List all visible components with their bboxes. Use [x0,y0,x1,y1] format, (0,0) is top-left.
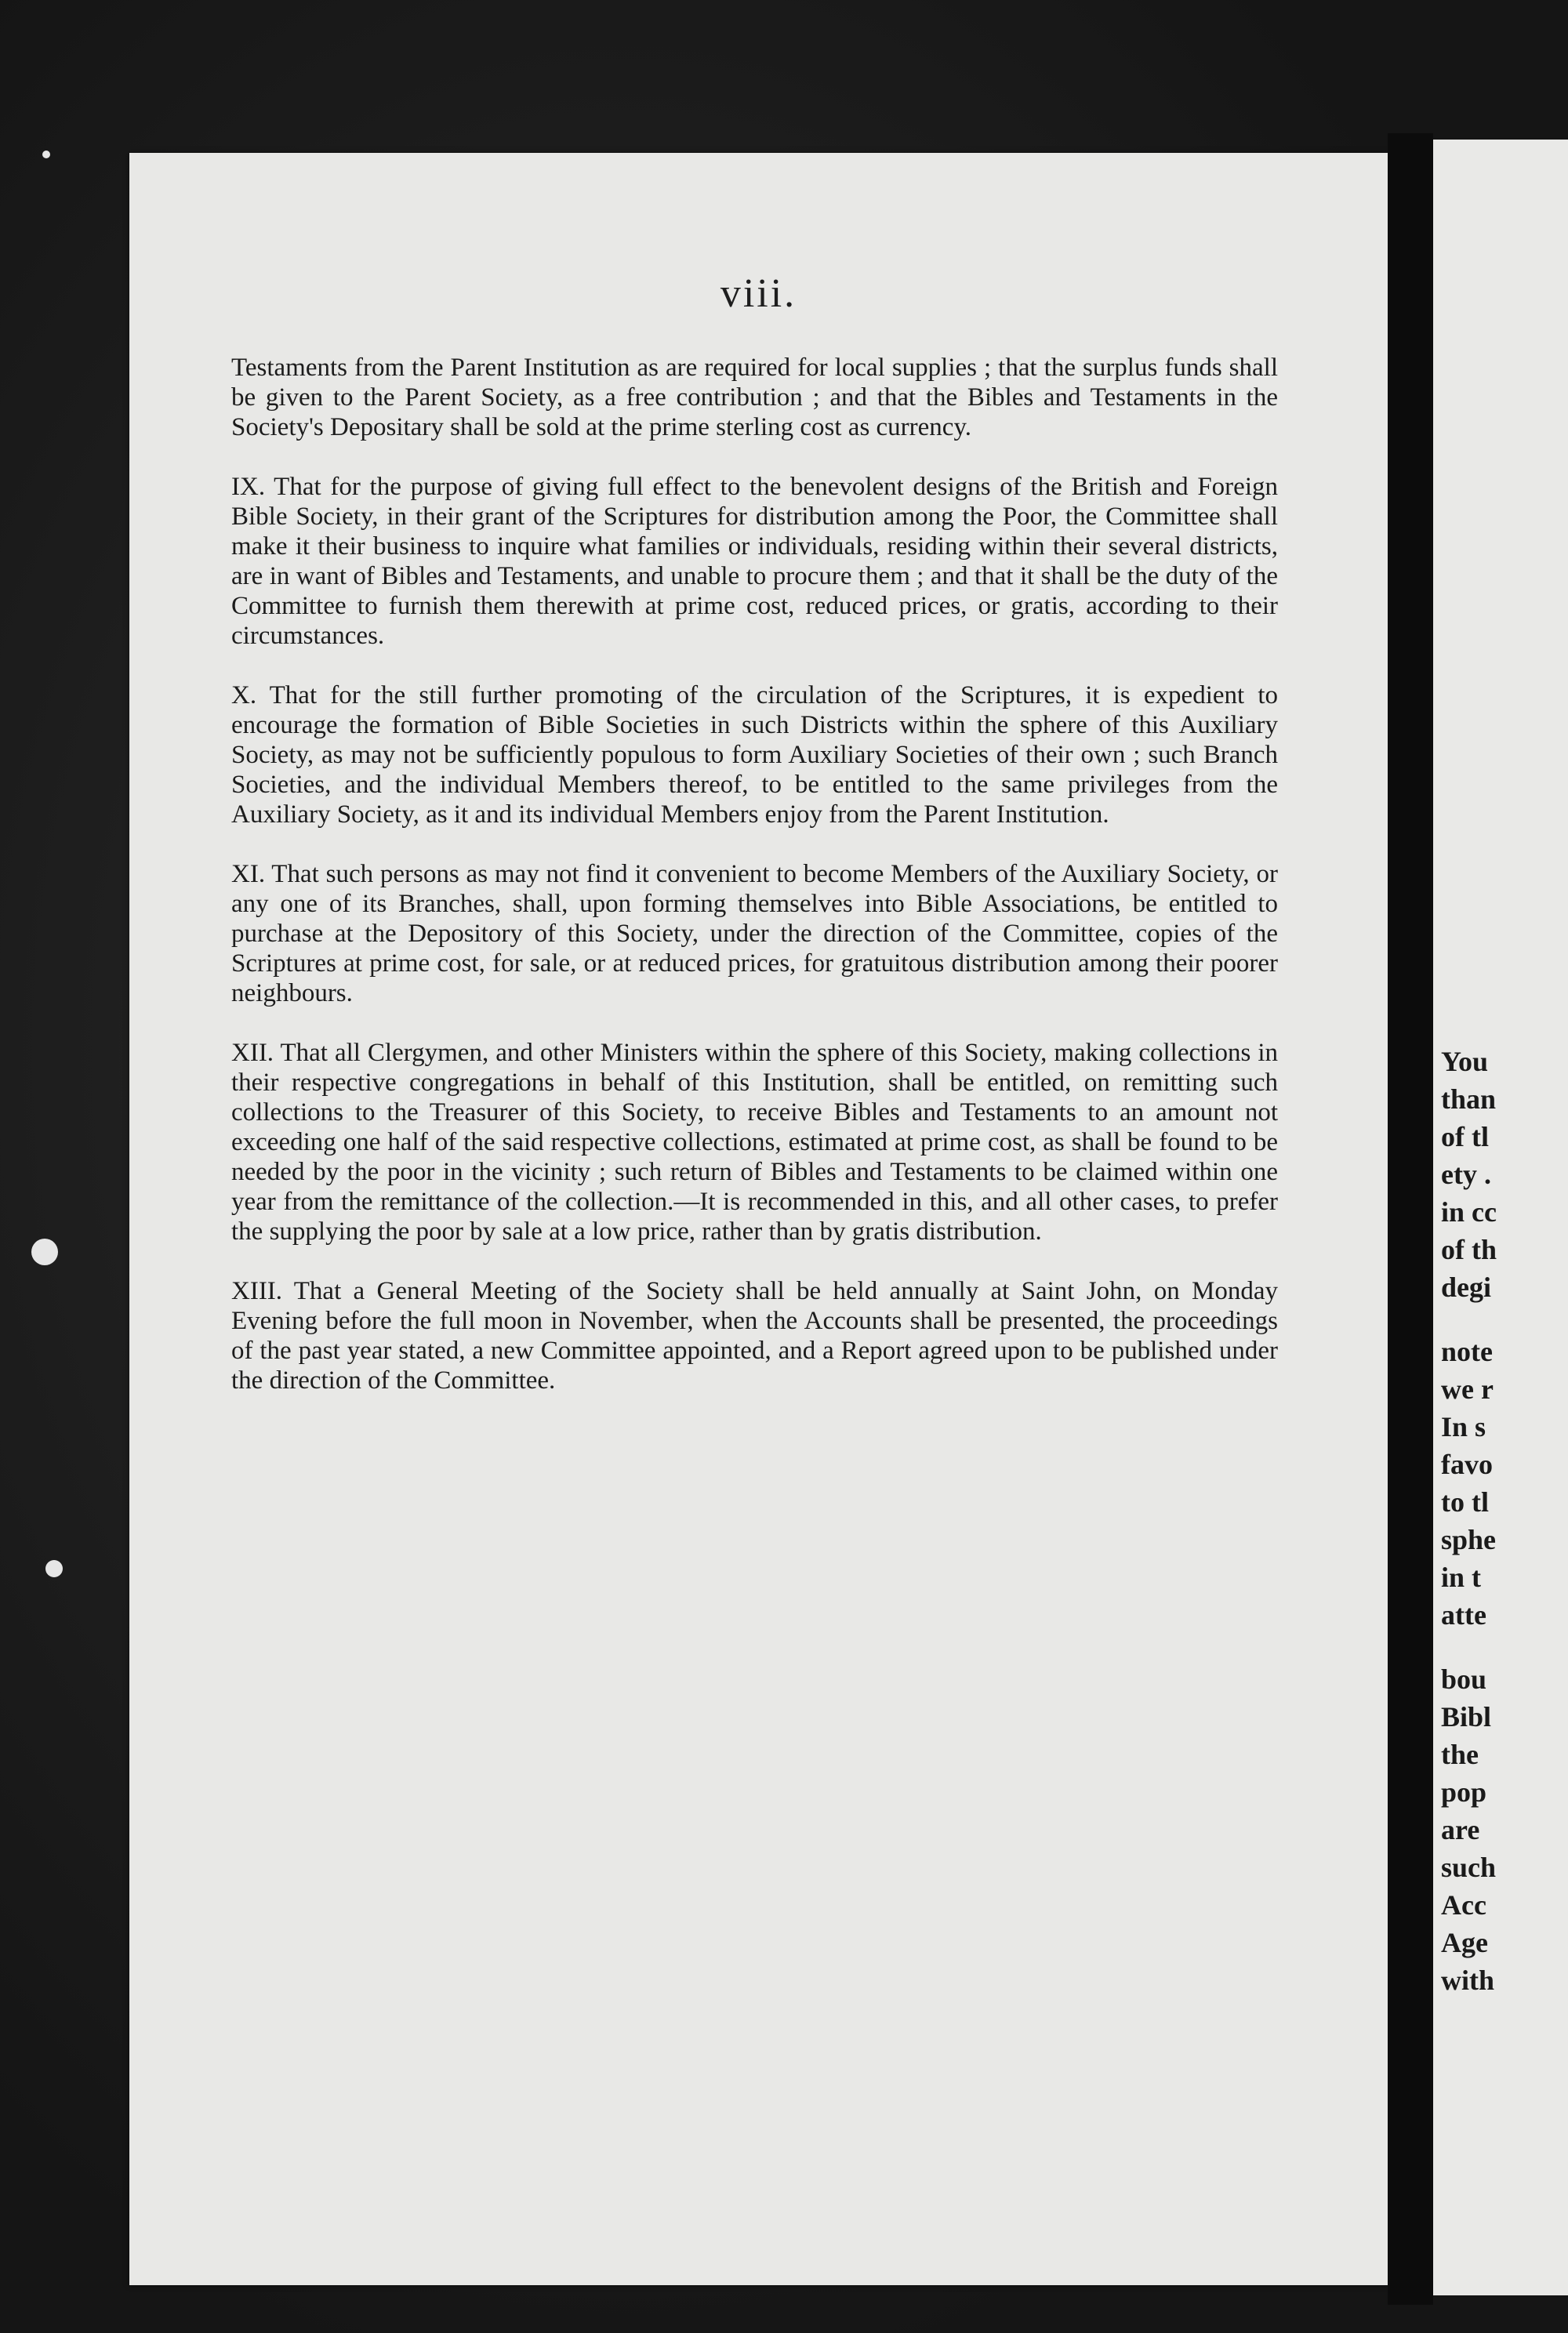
facing-line: we r [1441,1373,1494,1405]
scan-speck [45,1560,63,1577]
facing-line: Acc [1441,1889,1486,1921]
facing-line: sphe [1441,1524,1497,1555]
facing-line: with [1441,1965,1495,1996]
facing-line: atte [1441,1599,1486,1631]
facing-line: of th [1441,1234,1497,1265]
facing-line: in t [1441,1562,1482,1593]
paragraph-article-xi: XI. That such persons as may not find it convenient to become Members of the Auxiliary Society, or any one of its Branches, shall, upon forming themselves into Bible Associations, be entitled to purchase at the Depository of this Society, under the direction of the Committee, copies of the Scriptures at prime cost, for sale, or at reduced prices, for gratuitous distribution among their poorer neighbours. [231,860,1278,1007]
facing-line: Bibl [1441,1701,1492,1733]
body-text [231,353,1278,1425]
facing-line: than [1441,1083,1497,1115]
facing-line: Age [1441,1927,1488,1958]
facing-line: pop [1441,1776,1487,1808]
facing-page-text [1441,1043,1568,1999]
facing-line: to tl [1441,1486,1489,1518]
facing-line: In s [1441,1411,1486,1442]
facing-line: bou [1441,1664,1487,1695]
facing-line: the [1441,1739,1479,1770]
facing-line: in cc [1441,1196,1497,1228]
facing-line: note [1441,1336,1493,1367]
book-gutter [1388,133,1433,2305]
facing-line: such [1441,1852,1497,1883]
paragraph-article-xii: XII. That all Clergymen, and other Ministers within the sphere of this Society, making collections in their respective congregations in behalf of this Institution, shall be entitled, on remitting such collections to the Treasurer of this Society, to receive Bibles and Testaments to an amount not exceeding one half of the said respective collections, estimated at prime cost, as shall be found to be needed by the poor in the vicinity ; such return of Bibles and Testaments to be claimed within one year from the remittance of the collection.—It is recommended in this, and all other cases, to prefer the supplying the poor by sale at a low price, rather than by gratis distribution. [231,1039,1278,1246]
paragraph-article-ix: IX. That for the purpose of giving full effect to the benevolent designs of the British and Foreign Bible Society, in their grant of the Scriptures for distribution among the Poor, the Committee shall make it their business to inquire what families or individuals, residing within their several districts, are in want of Bibles and Testaments, and unable to procure them ; and that it shall be the duty of the Committee to furnish them therewith at prime cost, reduced prices, or gratis, according to their circumstances. [231,473,1278,650]
facing-line: of tl [1441,1121,1489,1152]
scan-speck [31,1239,58,1265]
paragraph-article-xiii: XIII. That a General Meeting of the Society shall be held annually at Saint John, on Monday Evening before the full moon in November, when the Accounts shall be presented, the proceedings of the past year stated, a new Committee appointed, and a Report agreed upon to be published under the direction of the Committee. [231,1277,1278,1395]
facing-line: degi [1441,1272,1492,1303]
facing-line: ety . [1441,1159,1491,1190]
paragraph-continuation: Testaments from the Parent Institution as are required for local supplies ; that the surplus funds shall be given to the Parent Society, as a free contribution ; and that the Bibles and Testaments in the Society's Depositary shall be sold at the prime sterling cost as currency. [231,354,1278,441]
facing-line: are [1441,1814,1480,1845]
page-number: viii. [720,271,797,316]
facing-line: You [1441,1046,1489,1077]
paragraph-article-x: X. That for the still further promoting of the circulation of the Scriptures, it is expedient to encourage the formation of Bible Societies in such Districts within the sphere of this Auxiliary Society, as may not be sufficiently populous to form Auxiliary Societies of their own ; such Branch Societies, and the individual Members thereof, to be entitled to the same privileges from the Auxiliary Society, as it and its individual Members enjoy from the Parent Institution. [231,681,1278,829]
facing-line: favo [1441,1449,1493,1480]
scan-speck [42,151,50,158]
